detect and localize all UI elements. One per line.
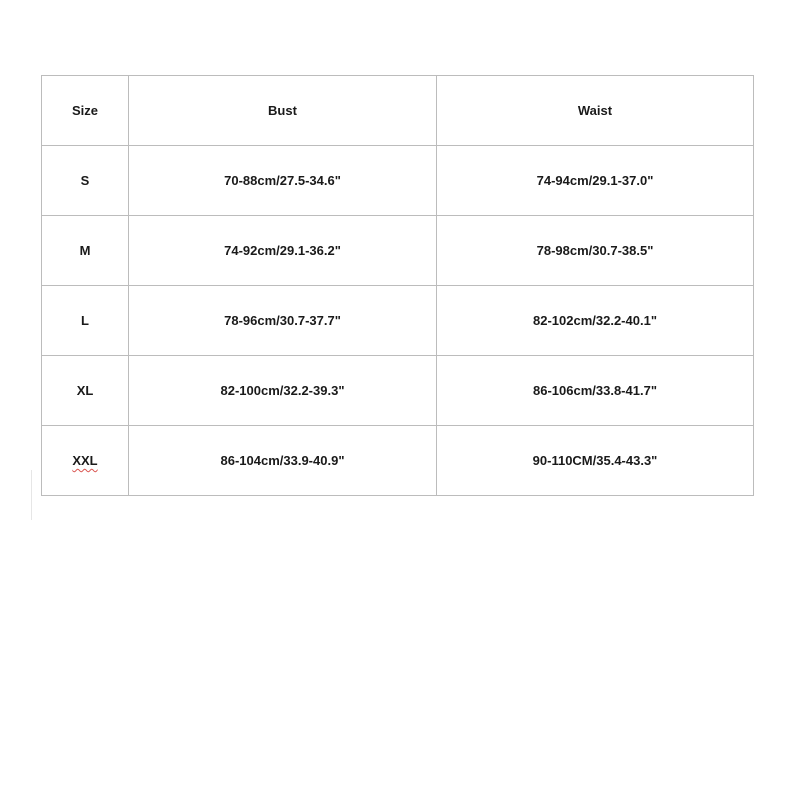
- table-row: [42, 146, 754, 216]
- size-cell: [42, 426, 129, 496]
- header-bust: Bust: [129, 76, 437, 146]
- waist-cell: 86-106cm/33.8-41.7": [437, 356, 754, 426]
- bust-cell: 78-96cm/30.7-37.7": [129, 286, 437, 356]
- bust-cell: 86-104cm/33.9-40.9": [129, 426, 437, 496]
- header-size: Size: [42, 76, 129, 146]
- table-row: [42, 356, 754, 426]
- table-row: [42, 216, 754, 286]
- size-chart-table: [41, 75, 754, 496]
- margin-line: [31, 470, 32, 520]
- bust-cell: 82-100cm/32.2-39.3": [129, 356, 437, 426]
- waist-cell: 74-94cm/29.1-37.0": [437, 146, 754, 216]
- waist-cell: 82-102cm/32.2-40.1": [437, 286, 754, 356]
- size-cell: L: [42, 286, 129, 356]
- size-cell: S: [42, 146, 129, 216]
- header-waist: Waist: [437, 76, 754, 146]
- waist-cell: 78-98cm/30.7-38.5": [437, 216, 754, 286]
- size-label-spellcheck: XXL: [72, 453, 98, 468]
- bust-cell: 74-92cm/29.1-36.2": [129, 216, 437, 286]
- table-row: [42, 426, 754, 496]
- table-row: [42, 286, 754, 356]
- bust-cell: 70-88cm/27.5-34.6": [129, 146, 437, 216]
- size-cell: M: [42, 216, 129, 286]
- waist-cell: 90-110CM/35.4-43.3": [437, 426, 754, 496]
- header-row: [42, 76, 754, 146]
- size-cell: XL: [42, 356, 129, 426]
